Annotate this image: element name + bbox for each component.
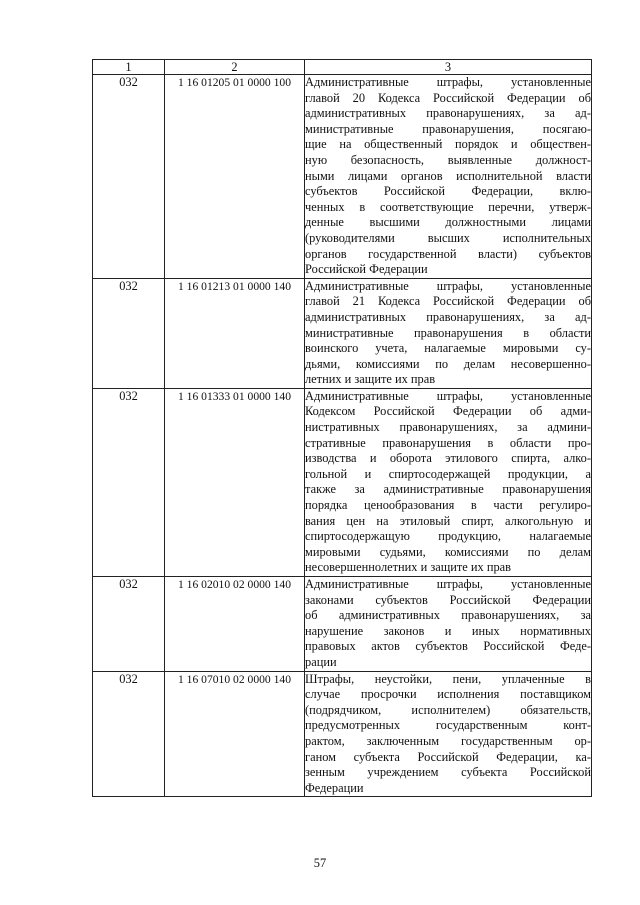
description-line: министративные правонарушения в области <box>305 325 591 340</box>
description-line: гольной и спиртосодержащей продукции, а <box>305 466 591 481</box>
description-line: предусмотренных государственным конт- <box>305 718 591 733</box>
table-header-row <box>93 60 592 75</box>
description-line: органов государственной власти) субъектов <box>305 246 591 261</box>
description-line: правовых актов субъектов Российской Феде- <box>305 639 591 654</box>
table-row <box>93 577 592 672</box>
table-row <box>93 388 592 576</box>
description-line: ными лицами органов исполнительной власти <box>305 168 591 183</box>
description-line: зенным учреждением субъекта Российской <box>305 765 591 780</box>
description-line: Административные штрафы, установленные <box>305 577 591 591</box>
description-line: Административные штрафы, установленные <box>305 75 591 89</box>
admin-code-cell: 032 <box>93 75 165 279</box>
description-line: главой 21 Кодекса Российской Федерации об <box>305 294 591 309</box>
kbk-code-cell: 1 16 01213 01 0000 140 <box>165 278 305 388</box>
description-cell <box>305 388 592 576</box>
page-number: 57 <box>313 856 327 870</box>
description-line: нистративных правонарушениях, за админи- <box>305 420 591 435</box>
description-line: об административных правонарушениях, за <box>305 608 591 623</box>
description-cell <box>305 278 592 388</box>
description-line: административных правонарушениях, за ад- <box>305 106 591 121</box>
description-line: рактом, заключенным государственным ор- <box>305 733 591 748</box>
column-header-2: 2 <box>165 60 305 75</box>
description-line: ную безопасность, выявленные должност- <box>305 152 591 167</box>
description-line: субъектов Российской Федерации, вклю- <box>305 184 591 199</box>
kbk-code-cell: 1 16 01205 01 0000 100 <box>165 75 305 279</box>
description-line: главой 20 Кодекса Российской Федерации об <box>305 90 591 105</box>
description-line: нарушение законов и иных нормативных <box>305 623 591 638</box>
kbk-code-cell: 1 16 07010 02 0000 140 <box>165 671 305 797</box>
description-line: воинского учета, налагаемые мировыми су- <box>305 341 591 356</box>
description-line: Штрафы, неустойки, пени, уплаченные в <box>305 671 591 686</box>
description-line: вания цен на этиловый спирт, алкогольную и <box>305 513 591 528</box>
column-header-1: 1 <box>93 60 165 75</box>
description-line: случае просрочки исполнения поставщиком <box>305 687 591 702</box>
description-line: рации <box>305 654 337 669</box>
description-line: также за административные правонарушения <box>305 482 591 497</box>
description-line: Российской Федерации <box>305 262 428 277</box>
description-line: законами субъектов Российской Федерации <box>305 592 591 607</box>
description-line: административных правонарушениях, за ад- <box>305 309 591 324</box>
description-line: изводства и оборота этилового спирта, алко- <box>305 451 591 466</box>
column-header-3: 3 <box>305 60 592 75</box>
description-line: ганом субъекта Российской Федерации, ка- <box>305 749 591 764</box>
description-line: Административные штрафы, установленные <box>305 388 591 403</box>
description-line: порядка ценообразования в части регулиро- <box>305 498 591 513</box>
description-cell <box>305 577 592 672</box>
description-line: денные высшими должностными лицами <box>305 215 591 230</box>
kbk-code-cell: 1 16 01333 01 0000 140 <box>165 388 305 576</box>
description-line: Кодексом Российской Федерации об адми- <box>305 404 591 419</box>
description-line: Федерации <box>305 780 364 795</box>
description-line: стративные правонарушения в области про- <box>305 435 591 450</box>
admin-code-cell: 032 <box>93 577 165 672</box>
table-row <box>93 75 592 279</box>
table-row <box>93 278 592 388</box>
description-line: (руководителями высших исполнительных <box>305 230 591 245</box>
admin-code-cell: 032 <box>93 671 165 797</box>
kbk-code-cell: 1 16 02010 02 0000 140 <box>165 577 305 672</box>
description-cell <box>305 75 592 279</box>
admin-code-cell: 032 <box>93 388 165 576</box>
description-line: мировыми судьями, комиссиями по делам <box>305 544 591 559</box>
admin-code-cell: 032 <box>93 278 165 388</box>
description-line: дьями, комиссиями по делам несовершенно- <box>305 356 591 371</box>
table-row <box>93 671 592 797</box>
description-line: спиртосодержащую продукцию, налагаемые <box>305 529 591 544</box>
description-line: несовершеннолетних и защите их прав <box>305 560 512 575</box>
description-line: Административные штрафы, установленные <box>305 278 591 293</box>
description-cell <box>305 671 592 797</box>
description-line: летних и защите их прав <box>305 372 436 387</box>
budget-classification-table <box>92 59 592 797</box>
description-line: министративные правонарушения, посягаю- <box>305 121 591 136</box>
description-line: ченных в соответствующие перечни, утверж- <box>305 199 591 214</box>
description-line: щие на общественный порядок и обществен- <box>305 137 591 152</box>
description-line: (подрядчиком, исполнителем) обязательств, <box>305 702 591 717</box>
